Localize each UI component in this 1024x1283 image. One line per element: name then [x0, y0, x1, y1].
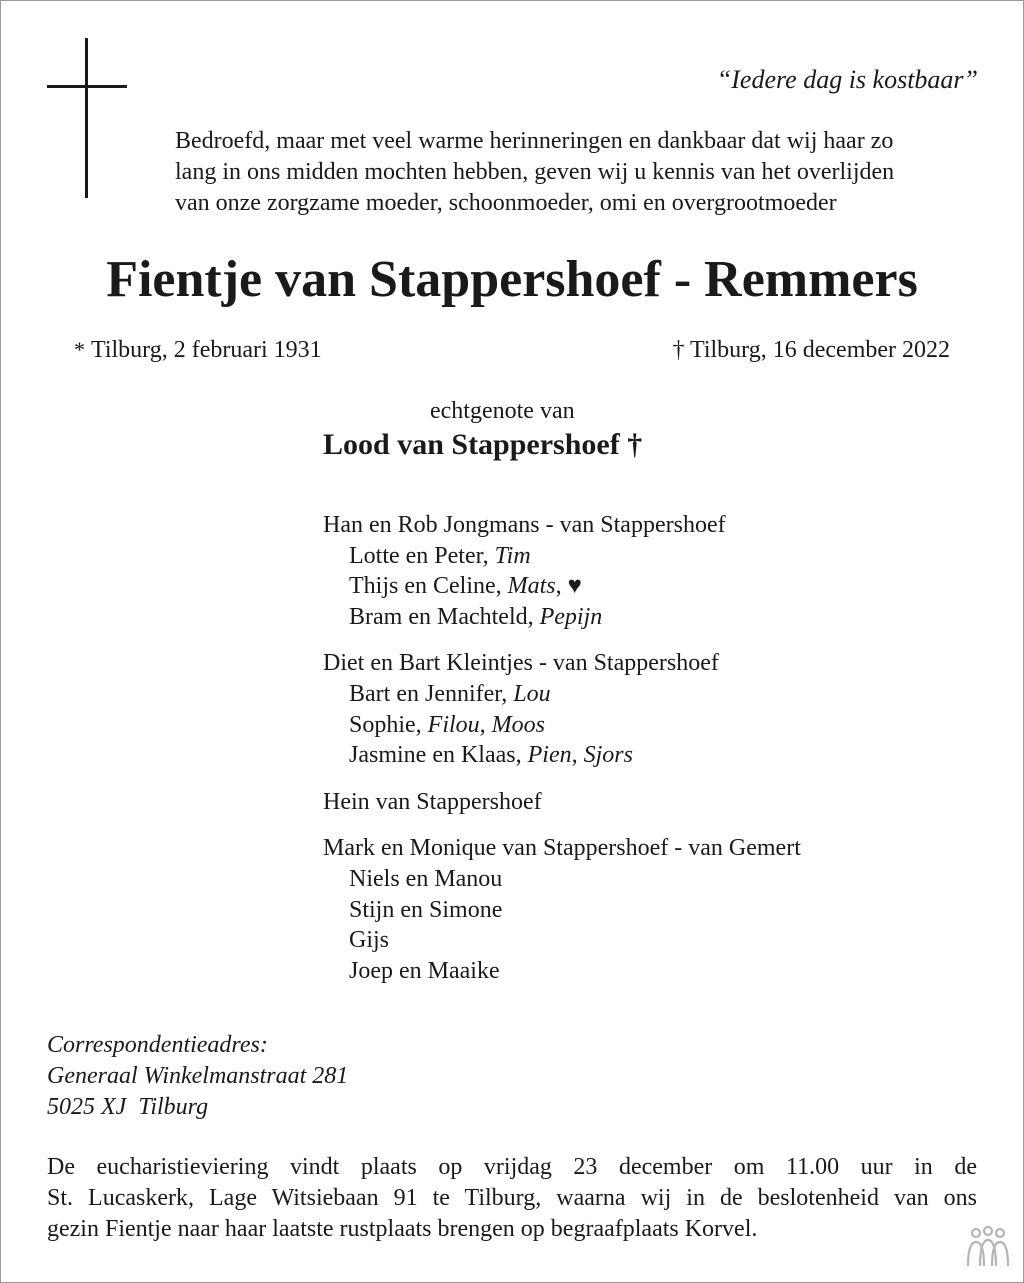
cross-vertical-bar — [85, 38, 88, 198]
member-names: Lotte en Peter, — [349, 542, 495, 569]
family-member — [323, 571, 801, 602]
member-names: Bram en Machteld, — [349, 603, 540, 630]
spouse-name: Lood van Stappershoef † — [323, 428, 643, 461]
member-names: Bart en Jennifer, — [349, 680, 514, 707]
correspondence-address — [47, 1030, 348, 1123]
intro-text — [175, 126, 985, 219]
intro-line: Bedroefd, maar met veel warme herinneringen en dankbaar dat wij haar zo — [175, 128, 894, 154]
family-member: Niels en Manou — [349, 865, 503, 892]
family-member: Joep en Maaike — [349, 957, 500, 984]
address-street: Generaal Winkelmanstraat 281 — [47, 1063, 349, 1089]
family-member — [323, 740, 801, 771]
family-head: Hein van Stappershoef — [323, 788, 542, 815]
birth-info — [74, 335, 322, 365]
ceremony-line: St. Lucaskerk, Lage Witsiebaan 91 te Tilburg, waarna wij in de beslotenheid van ons — [47, 1185, 977, 1211]
member-children: Pien, Sjors — [527, 742, 633, 769]
member-children: Lou — [513, 680, 551, 707]
family-head: Han en Rob Jongmans - van Stappershoef — [323, 512, 726, 538]
intro-line: van onze zorgzame moeder, schoonmoeder, omi en overgrootmoeder — [175, 190, 837, 216]
family-group — [323, 833, 801, 986]
family-member — [323, 710, 801, 741]
member-names: Thijs en Celine, — [349, 573, 508, 600]
member-children: Pepijn — [539, 603, 603, 630]
member-children: Tim — [494, 542, 531, 569]
address-city: 5025 XJ Tilburg — [47, 1094, 209, 1120]
family-head: Mark en Monique van Stappershoef - van Gemert — [323, 835, 801, 862]
spouse-label: echtgenote van — [430, 398, 575, 424]
birth-text: Tilburg, 2 februari 1931 — [91, 337, 322, 363]
cross-horizontal-bar — [47, 85, 127, 88]
family-head: Diet en Bart Kleintjes - van Stappershoef — [323, 650, 719, 677]
member-names: Sophie, — [349, 711, 428, 738]
deceased-name: Fientje van Stappershoef - Remmers — [106, 251, 918, 308]
ceremony-info — [47, 1152, 977, 1245]
family-group — [323, 787, 801, 818]
family-member — [323, 602, 801, 633]
family-member — [323, 679, 801, 710]
people-group-icon — [964, 1226, 1012, 1270]
death-info: † Tilburg, 16 december 2022 — [672, 337, 950, 363]
intro-line: lang in ons midden mochten hebben, geven wij u kennis van het overlijden — [175, 159, 895, 185]
family-member — [323, 541, 801, 572]
family-member: Gijs — [349, 927, 390, 954]
member-children: Mats — [507, 573, 556, 600]
motto-quote: “Iedere dag is kostbaar” — [716, 65, 978, 94]
family-member: Stijn en Simone — [349, 896, 503, 923]
family-list — [323, 510, 801, 1002]
heart-suffix: , ♥ — [555, 573, 582, 600]
member-names: Jasmine en Klaas, — [349, 742, 528, 769]
member-children: Filou, Moos — [427, 711, 545, 738]
ceremony-line: De eucharistieviering vindt plaats op vrijdag 23 december om 11.00 uur in de — [47, 1154, 977, 1180]
family-group — [323, 510, 801, 632]
birth-star-symbol: * — [74, 337, 85, 362]
ceremony-line: gezin Fientje naar haar laatste rustplaats brengen op begraafplaats Korvel. — [47, 1216, 758, 1242]
address-label: Correspondentieadres: — [47, 1032, 268, 1058]
family-group — [323, 648, 801, 770]
